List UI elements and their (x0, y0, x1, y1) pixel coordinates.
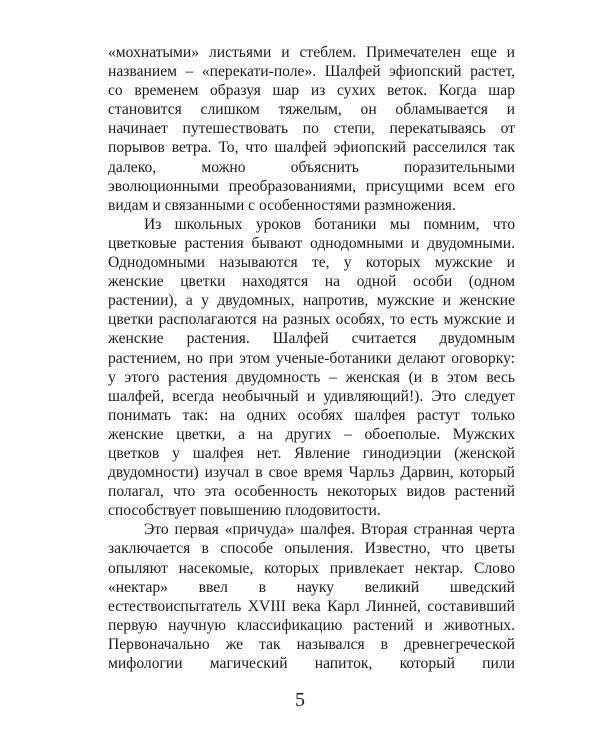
body-text (108, 43, 515, 673)
text-line: естествоиспытатель XVIII века Карл Линней, составивший (108, 597, 515, 615)
text-line: Из школьных уроков ботаники мы помним, что (144, 215, 515, 233)
text-line: женские растения. Шалфей считается двудомным (108, 330, 515, 348)
text-line: мифологии магический напиток, который пили (108, 655, 515, 672)
text-line: полагал, что эта особенность некоторых видов растений (108, 483, 515, 501)
paragraph-2 (108, 215, 515, 521)
text-line: двудомности) изучал в свое время Чарльз Дарвин, который (108, 464, 515, 482)
text-line: заключается в способе опыления. Известно, что цветы (108, 540, 515, 558)
text-line: женские цветки находятся на одной особи (одном (108, 273, 515, 291)
text-line: Первоначально же так назывался в древнегреческой (108, 635, 515, 653)
text-line: понимать так: на одних особях шалфея растут только (108, 406, 515, 424)
text-line: со временем образуя шар из сухих веток. Когда шар (108, 82, 515, 100)
text-line: женские цветки, а на других – обоеполые. Мужских (108, 425, 515, 443)
text-line: Однодомными называются те, у которых мужские и (108, 254, 515, 272)
text-line: начинает путешествовать по степи, перекатываясь от (108, 120, 515, 138)
text-line: цветковые растения бывают однодомными и двудомными. (108, 234, 515, 252)
text-line: эволюционными преобразованиями, присущими всем его (108, 177, 515, 195)
text-line: порывов ветра. То, что шалфей эфиопский расселился так (108, 139, 515, 157)
text-line: у этого растения двудомность – женская (и в этом весь (108, 368, 515, 386)
text-line: «мохнатыми» листьями и стеблем. Примечателен еще и (108, 44, 515, 61)
text-line: первую научную классификацию растений и животных. (108, 616, 515, 634)
text-line: цветки располагаются на разных особях, то есть мужские и (108, 311, 515, 329)
text-line: цветков у шалфея нет. Явление гинодиэции (женской (108, 444, 515, 462)
text-line: видам и связанными с особенностями размножения. (108, 196, 456, 214)
page-number: 5 (295, 689, 305, 711)
text-line: «нектар» ввел в науку великий шведский (108, 578, 515, 596)
text-line: названием – «перекати-поле». Шалфей эфиопский растет, (108, 63, 515, 81)
text-line: Это первая «причуда» шалфея. Вторая странная черта (144, 521, 515, 539)
text-line: далеко, можно объяснить поразительными (108, 158, 515, 176)
paragraph-1 (108, 43, 515, 215)
text-line: становится слишком тяжелым, он обламывается и (108, 101, 515, 119)
text-line: шалфей, всегда необычный и удивляющий!). Это следует (108, 387, 515, 405)
text-line: растении), а у двудомных, напротив, мужские и женские (108, 292, 515, 310)
text-line: способствует повышению плодовитости. (108, 502, 381, 520)
text-line: растением, но при этом ученые-ботаники делают оговорку: (108, 349, 515, 367)
paragraph-3 (108, 520, 515, 673)
text-line: опыляют насекомые, которых привлекает нектар. Слово (108, 559, 515, 577)
